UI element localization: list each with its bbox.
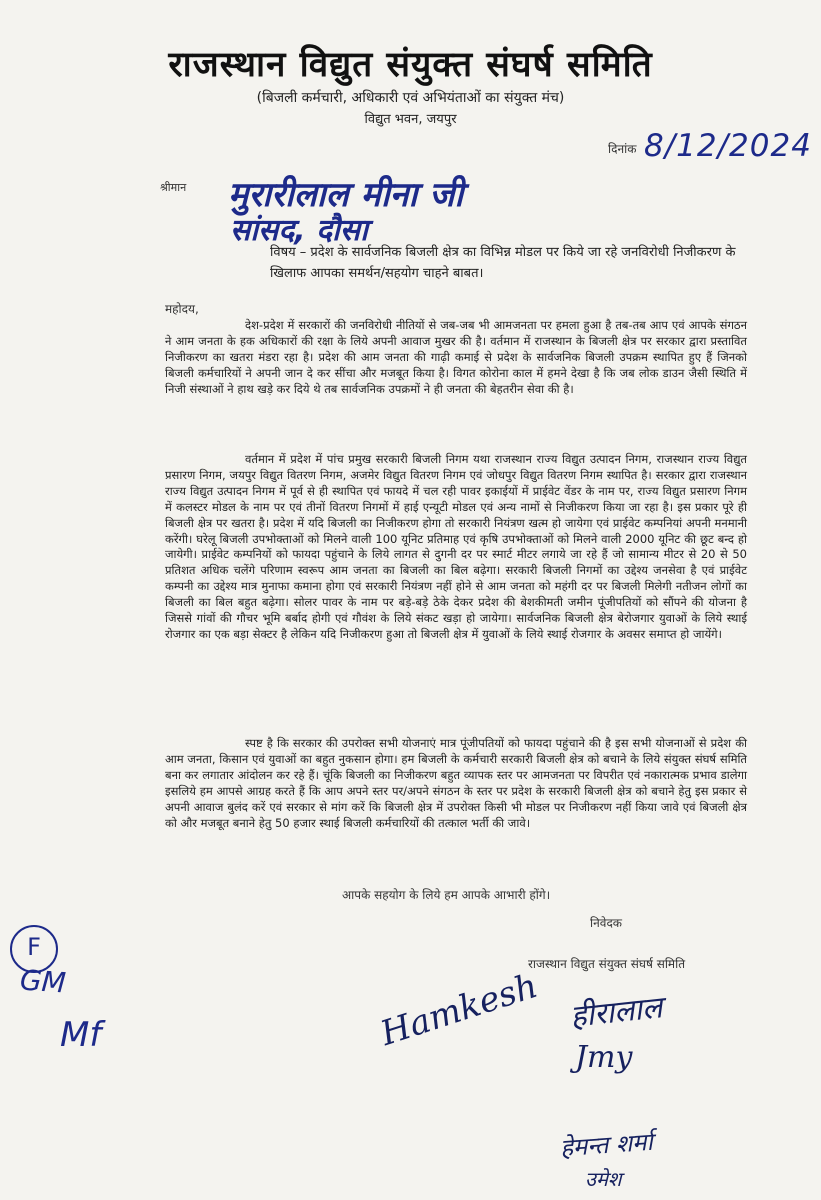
margin-note-initials: Mf: [60, 1015, 102, 1055]
closing-line: आपके सहयोग के लिये हम आपके आभारी होंगे।: [342, 888, 551, 902]
recipient-prefix: श्रीमान: [160, 181, 187, 194]
letterhead-address: विद्युत भवन, जयपुर: [364, 112, 457, 127]
sign-off-label: निवेदक: [590, 916, 623, 930]
margin-note-f: F: [27, 933, 41, 961]
salutation: महोदय,: [165, 302, 199, 316]
body-paragraph-2: वर्तमान में प्रदेश में पांच प्रमुख सरकारी बिजली निगम यथा राजस्थान राज्य विद्युत उत्पादन निगम, राजस्थान राज्य विद्युत प्रसारण निगम, जयपुर विद्युत वितरण निगम, अजमेर विद्युत वितरण निगम एवं जोधपुर विद्युत वितरण निगम स्थापित है। सरकार द्वारा राजस्थान राज्य विद्युत उत्पादन निगम में पूर्व से ही स्थापित एवं फायदे में चल रही पावर इकाईयों में प्राईवेट वेंडर के नाम पर, राज्य विद्युत प्रसारण निगम में कलस्टर मोडल के नाम पर एवं तीनों वितरण निगमों में हाई एन्यूटी मोडल एवं अन्य नामों से निजीकरण किया जा रहा है। इस प्रकार पूरे ही बिजली क्षेत्र पर खतरा है। प्रदेश में यदि बिजली का निजीकरण होगा तो सरकारी नियंत्रण खत्म हो जायेगा एवं प्राईवेट कम्पनियां अपनी मनमानी करेंगी। घरेलू बिजली उपभोक्ताओं को मिलने वाली 100 यूनिट प्रतिमाह एवं कृषि उपभोक्ताओं को मिलने वाली 2000 यूनिट की छूट बन्द हो जायेगी। प्राईवेट कम्पनियों को फायदा पहुंचाने के लिये लागत से दुगनी दर पर स्मार्ट मीटर लगाये जा रहे हैं जो सामान्य मीटर से 20 से 50 प्रतिशत अधिक चलेंगे परिणाम स्वरूप आम जनता का बिजली का बिल बढ़ेगा। सरकारी बिजली निगमों का उद्देश्य जनसेवा है एवं प्राईवेट कम्पनी का उद्देश्य मात्र मुनाफा कमाना होगा एवं सरकारी नियंत्रण नहीं होने से आम जनता को महंगी दर पर बिजली मिलेगी नतीजन लोगों का बिजली का बिल बहुत बढ़ेगा। सोलर पावर के नाम पर बड़े-बड़े ठेके देकर प्रदेश की बेशकीमती जमीन पूंजीपतियों को सौंपने की योजना है जिससे गांवों की गौचर भूमि बर्बाद होगी एवं गौवंश के लिये संकट खड़ा हो जायेगा। सार्वजनिक बिजली क्षेत्र बेरोजगार युवाओं के लिये स्थाई रोजगार का एक बड़ा सेक्टर है लेकिन यदि निजीकरण हुआ तो बिजली क्षेत्र में युवाओं के लिये स्थाई रोजगार के अवसर समाप्त हो जायेंगे।: [165, 452, 747, 641]
margin-note-gm: GM: [18, 963, 67, 1000]
body-paragraph-3: स्पष्ट है कि सरकार की उपरोक्त सभी योजनाएं मात्र पूंजीपतियों को फायदा पहुंचाने की है इस सभी योजनाओं से प्रदेश की आम जनता, किसान एवं युवाओं का बहुत नुकसान होगा। हम बिजली के कर्मचारी सरकारी बिजली क्षेत्र को बचाने के लिये संयुक्त संघर्ष समिति बना कर लगातार आंदोलन कर रहे हैं। चूंकि बिजली का निजीकरण बहुत व्यापक स्तर पर आमजनता पर विपरीत एवं नकारात्मक प्रभाव डालेगा इसलिये हम आपसे आग्रह करते हैं कि आप अपने स्तर पर/अपने संगठन के स्तर पर प्रदेश के सरकारी बिजली क्षेत्र को बचाने हेतु इस प्रकार से अपनी आवाज बुलंद करें एवं सरकार से मांग करें कि बिजली क्षेत्र में उपरोक्त किसी भी मोडल पर निजीकरण नहीं किया जावे एवं बिजली क्षेत्र को और मजबूत बनाने हेतु 50 हजार स्थाई बिजली कर्मचारियों की तत्काल भर्ती की जावे।: [165, 736, 747, 830]
signature-1: Hamkesh: [375, 965, 543, 1055]
subject-line: विषय – प्रदेश के सार्वजनिक बिजली क्षेत्र का विभिन्न मोडल पर किये जा रहे जनविरोधी निजीकरण के खिलाफ आपका समर्थन/सहयोग चाहने बाबत।: [270, 245, 736, 281]
recipient-name: मुरारीलाल मीना जी: [228, 175, 464, 215]
sign-off-organization: राजस्थान विद्युत संयुक्त संघर्ष समिति: [528, 957, 686, 971]
body-paragraph-1: देश-प्रदेश में सरकारों की जनविरोधी नीतियों से जब-जब भी आमजनता पर हमला हुआ है तब-तब आप एवं आपके संगठन ने आम जनता के हक अधिकारों की रक्षा के लिये अपनी आवाज मुखर की है। वर्तमान में राजस्थान के बिजली क्षेत्र पर सरकार द्वारा प्रस्तावित निजीकरण का खतरा मंडरा रहा है। प्रदेश की आम जनता की गाढ़ी कमाई से प्रदेश के सार्वजनिक बिजली उपक्रम स्थापित हुए हैं जिनको बिजली कर्मचारियों ने अपनी जान दे कर सींचा और मजबूत किया है। विगत कोरोना काल में हमने देखा है कि जब लोक डाउन जैसी स्थिति में निजी संस्थाओं ने हाथ खड़े कर दिये थे तब सार्वजनिक उपक्रमों ने ही जनता की बेहतरीन सेवा की है।: [165, 318, 747, 396]
signature-3: Jmy: [575, 1040, 633, 1075]
letterhead-org-name: राजस्थान विद्युत संयुक्त संघर्ष समिति: [168, 45, 653, 85]
signature-5: उमेश: [585, 1167, 622, 1191]
signature-4: हेमन्त शर्मा: [559, 1127, 654, 1163]
handwritten-date: 8/12/2024: [644, 128, 812, 164]
recipient-designation: सांसद, दौसा: [230, 213, 368, 248]
date-label: दिनांक: [608, 142, 637, 156]
letterhead-subtitle: (बिजली कर्मचारी, अधिकारी एवं अभियंताओं का संयुक्त मंच): [256, 90, 565, 106]
signature-2: हीरालाल: [568, 990, 664, 1035]
